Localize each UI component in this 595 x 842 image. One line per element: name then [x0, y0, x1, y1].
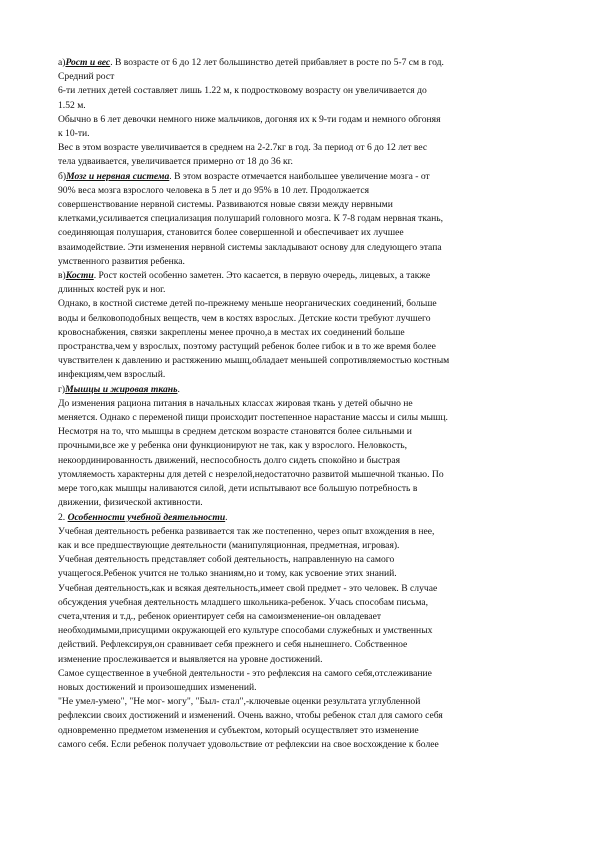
text-line: кровоснабжения, связки закреплены менее прочно,а в местах их соединений больше	[58, 326, 405, 338]
text-line: прочными,все же у ребенка они функционируют не так, как у взрослого. Неловкость,	[58, 440, 408, 452]
text-line: Средний рост	[58, 71, 115, 83]
text-line: необходимыми,присущими окружающей его культуре способами служебных и умственных	[58, 625, 433, 637]
text-line: Учебная деятельность ребенка развивается так же постепенно, через опыт вхождения в нее,	[58, 525, 435, 537]
text-line: клетками,усиливается специализация полушарий головного мозга. К 7-8 годам нервная ткань,	[58, 213, 444, 225]
text-line: движении, физической активности.	[58, 497, 203, 509]
text-line: чувствителен к давлению и растяжению мышц,обладает меньшей сопротивляемостью костным	[58, 355, 450, 367]
section-text: . В возрасте от 6 до 12 лет большинство детей прибавляет в росте по 5-7 см в год.	[110, 57, 444, 68]
text-line: меняется. Однако с переменой пищи происходит постепенное нарастание массы и силы мышц.	[58, 412, 448, 424]
section-heading: Особенности учебной деятельности	[67, 511, 226, 523]
section-marker: б)	[58, 170, 67, 182]
text-line: воды и белковоподобных веществ, чем в костях взрослых. Детские кости требуют лучшего	[58, 312, 431, 324]
text-line: как и все предшествующие деятельности (манипуляционная, предметная, игровая).	[58, 539, 400, 551]
text-line: соединяющая полушария, становится более совершенной и обеспечивает их лучшее	[58, 227, 404, 239]
text-line: Самое существенное в учебной деятельности - это рефлексия на самого себя,отслеживание	[58, 667, 432, 679]
section-heading: Рост и вес	[65, 57, 111, 68]
text-line: некоординированность движений, неспособность долго сидеть спокойно и быстрая	[58, 454, 401, 466]
section-text: .	[225, 511, 228, 523]
text-line: совершенствование нервной системы. Развиваются новые связи между нервными	[58, 199, 393, 211]
section-marker: г)	[58, 383, 66, 395]
text-line: счета,чтения и т.д., ребенок ориентирует себя на самоизменение-он овладевает	[58, 610, 382, 622]
text-line: учащегося.Ребенок учится не только знаниям,но и тому, как усвоение этих знаний.	[58, 568, 397, 580]
text-line	[58, 56, 544, 70]
section-text: . Рост костей особенно заметен. Это касается, в первую очередь, лицевых, а также	[93, 270, 431, 282]
text-line	[58, 511, 544, 525]
section-text: .	[177, 383, 180, 395]
text-line	[58, 383, 544, 397]
text-line: Однако, в костной системе детей по-прежнему меньше неорганических соединений, больше	[58, 298, 437, 310]
text-line	[58, 170, 544, 184]
text-line: Несмотря на то, что мышцы в среднем детском возрасте становятся более сильными и	[58, 426, 412, 438]
text-line: рефлексии своих достижений и изменений. Очень важно, чтобы ребенок стал для самого себя	[58, 710, 443, 722]
text-line: действий. Рефлексируя,он сравнивает себя прежнего и себя нынешнего. Собственное	[58, 639, 408, 651]
text-line: длинных костей рук и ног.	[58, 284, 166, 296]
text-line: До изменения рациона питания в начальных классах жировая ткань у детей обычно не	[58, 397, 413, 409]
text-line: Вес в этом возрасте увеличивается в среднем на 2-2.7кг в год. За период от 6 до 12 лет вес	[58, 142, 428, 154]
text-line: 90% веса мозга взрослого человека в 5 лет и до 95% в 10 лет. Продолжается	[58, 184, 369, 196]
section-marker: 2.	[58, 511, 68, 523]
text-line	[58, 269, 544, 283]
text-line: самого себя. Если ребенок получает удовольствие от рефлексии на свое восхождение к более	[58, 738, 439, 750]
section-text: . В этом возрасте отмечается наибольшее увеличение мозга - от	[169, 170, 430, 182]
text-line: одновременно предметом изменения и субъектом, который осуществляет это изменение	[58, 724, 419, 736]
text-line: мере того,как мышцы наливаются силой, дети испытывают все большую потребность в	[58, 483, 418, 495]
text-line: "Не умел-умею", "Не мог- могу", "Был- стал",-ключевые оценки результата углубленной	[58, 696, 421, 708]
text-line: пространства,чем у взрослых, поэтому растущий ребенок более гибок и в то же время более	[58, 341, 436, 353]
text-line: умственного развития ребенка.	[58, 255, 185, 267]
text-line: обсуждения учебная деятельность младшего школьника-ребенок. Учась способам письма,	[58, 596, 429, 608]
section-heading: Мозг и нервная система	[66, 170, 170, 182]
text-line: утомляемость характерны для детей с незрелой,недостаточно развитой мышечной тканью. По	[58, 468, 444, 480]
text-line: Обычно в 6 лет девочки немного ниже мальчиков, догоняя их к 9-ти годам и немного обгоняя	[58, 113, 441, 125]
text-line: Учебная деятельность представляет собой деятельность, направленную на самого	[58, 554, 395, 566]
text-line: тела удваивается, увеличивается примерно от 18 до 36 кг.	[58, 156, 293, 168]
section-marker: в)	[58, 270, 66, 282]
text-line: взаимодействие. Эти изменения нервной системы закладывают основу для следующего этапа	[58, 241, 442, 253]
section-heading: Кости	[65, 270, 94, 282]
text-line: изменение прослеживается и выявляется на уровне достижений.	[58, 653, 323, 665]
section-marker: а)	[58, 57, 66, 68]
text-line: 6-ти летних детей составляет лишь 1.22 м, к подростковому возрасту он увеличивается до	[58, 85, 427, 97]
text-line: Учебная деятельность,как и всякая деятельность,имеет свой предмет - это человек. В случае	[58, 582, 438, 594]
section-heading: Мышцы и жировая ткань	[65, 383, 178, 395]
text-line: инфекциям,чем взрослый.	[58, 369, 166, 381]
text-line: новых достижений и произошедших изменений.	[58, 681, 257, 693]
text-line: 1.52 м.	[58, 99, 86, 111]
document-body	[58, 56, 544, 752]
text-line: к 10-ти.	[58, 128, 90, 140]
